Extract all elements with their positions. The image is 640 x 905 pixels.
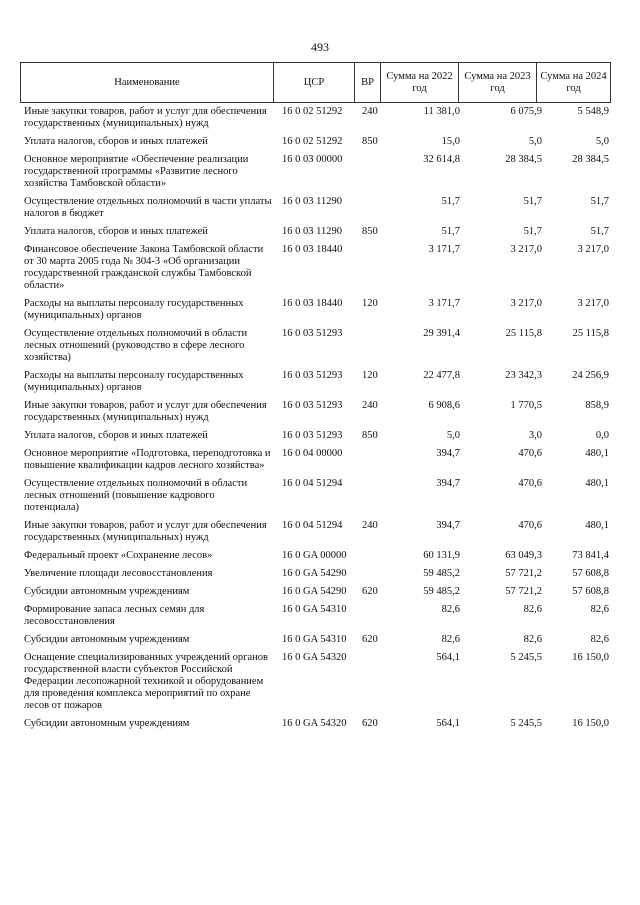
row-csr: 16 0 03 51293 [282,328,343,339]
row-sum-2022: 22 477,8 [423,370,460,381]
row-sum-2024: 51,7 [590,226,609,237]
row-sum-2022: 15,0 [441,136,460,147]
row-csr: 16 0 03 51293 [282,430,343,441]
table-row [20,520,620,544]
row-csr: 16 0 03 00000 [282,154,343,165]
row-sum-2023: 25 115,8 [505,328,542,339]
row-sum-2023: 3,0 [528,430,542,441]
header-vr: ВР [354,63,380,102]
row-sum-2023: 82,6 [523,604,542,615]
row-sum-2023: 470,6 [518,448,542,459]
table-row [20,244,620,292]
row-vr: 240 [362,106,378,117]
row-vr: 620 [362,586,378,597]
table-row [20,328,620,364]
row-sum-2024: 5,0 [595,136,609,147]
row-csr: 16 0 04 51294 [282,520,343,531]
row-sum-2024: 5 548,9 [577,106,609,117]
row-vr: 120 [362,298,378,309]
row-vr: 620 [362,718,378,729]
row-csr: 16 0 03 51293 [282,370,343,381]
row-sum-2022: 82,6 [441,634,460,645]
row-sum-2022: 59 485,2 [423,586,460,597]
row-name: Иные закупки товаров, работ и услуг для обеспечения государственных (муниципальных) нужд [24,106,267,129]
row-csr: 16 0 GA 54320 [282,718,347,729]
row-name: Субсидии автономным учреждениям [24,586,190,597]
row-name: Оснащение специализированных учреждений органов государственной власти субъектов Российской Федерации лесопожарной техникой и оборудованием для проведения комплекса мероприятий по охране лесов от пожаров [24,652,268,711]
table-row [20,226,620,238]
row-csr: 16 0 04 51294 [282,478,343,489]
row-name: Субсидии автономным учреждениям [24,718,190,729]
row-csr: 16 0 GA 00000 [282,550,347,561]
row-name: Осуществление отдельных полномочий в области лесных отношений (повышение кадрового потенциала) [24,478,248,513]
row-sum-2023: 82,6 [523,634,542,645]
row-sum-2022: 29 391,4 [423,328,460,339]
row-name: Уплата налогов, сборов и иных платежей [24,226,208,237]
row-sum-2024: 57 608,8 [572,586,609,597]
row-name: Иные закупки товаров, работ и услуг для обеспечения государственных (муниципальных) нужд [24,400,267,423]
row-sum-2022: 11 381,0 [423,106,460,117]
table-row [20,604,620,628]
row-sum-2022: 394,7 [436,448,460,459]
table-row [20,448,620,472]
row-sum-2024: 3 217,0 [577,298,609,309]
row-sum-2023: 1 770,5 [510,400,542,411]
row-vr: 240 [362,400,378,411]
table-row [20,298,620,322]
header-sum-2024: Сумма на 2024 год [536,63,611,102]
row-sum-2022: 6 908,6 [428,400,460,411]
row-sum-2024: 25 115,8 [572,328,609,339]
row-sum-2023: 28 384,5 [505,154,542,165]
row-sum-2022: 3 171,7 [428,244,460,255]
row-csr: 16 0 04 00000 [282,448,343,459]
row-name: Уплата налогов, сборов и иных платежей [24,136,208,147]
row-sum-2024: 16 150,0 [572,652,609,663]
row-sum-2023: 5 245,5 [510,718,542,729]
row-csr: 16 0 03 51293 [282,400,343,411]
row-sum-2023: 470,6 [518,520,542,531]
row-sum-2023: 5,0 [528,136,542,147]
row-sum-2024: 480,1 [585,478,609,489]
table-row [20,550,620,562]
row-sum-2023: 57 721,2 [505,586,542,597]
row-sum-2024: 82,6 [590,634,609,645]
row-csr: 16 0 03 11290 [282,226,342,237]
row-sum-2023: 6 075,9 [510,106,542,117]
row-name: Основное мероприятие «Обеспечение реализации государственной программы «Развитие лесного хозяйства Тамбовской области» [24,154,249,189]
row-csr: 16 0 03 11290 [282,196,342,207]
row-sum-2024: 0,0 [595,430,609,441]
row-sum-2024: 480,1 [585,520,609,531]
row-name: Уплата налогов, сборов и иных платежей [24,430,208,441]
row-name: Финансовое обеспечение Закона Тамбовской области от 30 марта 2005 года № 304-З «Об организации государственной гражданской службы Тамбовской области» [24,244,264,291]
row-sum-2024: 24 256,9 [572,370,609,381]
table-row [20,586,620,598]
row-sum-2024: 858,9 [585,400,609,411]
row-sum-2022: 51,7 [441,226,460,237]
table-row [20,136,620,148]
row-sum-2024: 73 841,4 [572,550,609,561]
row-name: Формирование запаса лесных семян для лесовосстановления [24,604,205,627]
table-header [20,62,611,103]
table-row [20,718,620,730]
row-name: Иные закупки товаров, работ и услуг для обеспечения государственных (муниципальных) нужд [24,520,267,543]
row-sum-2023: 63 049,3 [505,550,542,561]
row-sum-2022: 82,6 [441,604,460,615]
row-name: Расходы на выплаты персоналу государственных (муниципальных) органов [24,370,244,393]
table-body [20,106,620,736]
row-sum-2022: 51,7 [441,196,460,207]
row-csr: 16 0 GA 54290 [282,568,347,579]
row-sum-2022: 394,7 [436,520,460,531]
row-vr: 120 [362,370,378,381]
row-name: Субсидии автономным учреждениям [24,634,190,645]
row-sum-2023: 57 721,2 [505,568,542,579]
page-number: 493 [311,40,329,54]
header-csr: ЦСР [273,63,354,102]
table-row [20,370,620,394]
row-csr: 16 0 02 51292 [282,106,343,117]
row-vr: 850 [362,226,378,237]
table-row [20,106,620,130]
table-row [20,634,620,646]
row-name: Расходы на выплаты персоналу государственных (муниципальных) органов [24,298,244,321]
row-name: Осуществление отдельных полномочий в области лесных отношений (руководство в сфере лесного хозяйства) [24,328,248,363]
row-sum-2023: 51,7 [523,196,542,207]
row-csr: 16 0 03 18440 [282,298,343,309]
row-vr: 620 [362,634,378,645]
header-name: Наименование [20,63,273,102]
table-row [20,652,620,712]
row-sum-2022: 32 614,8 [423,154,460,165]
row-sum-2022: 394,7 [436,478,460,489]
row-sum-2022: 5,0 [446,430,460,441]
row-csr: 16 0 GA 54310 [282,604,347,615]
row-csr: 16 0 02 51292 [282,136,343,147]
table-row [20,430,620,442]
row-sum-2022: 564,1 [436,652,460,663]
row-sum-2023: 5 245,5 [510,652,542,663]
table-row [20,400,620,424]
row-vr: 850 [362,430,378,441]
row-sum-2024: 3 217,0 [577,244,609,255]
row-vr: 240 [362,520,378,531]
table-row [20,568,620,580]
row-name: Федеральный проект «Сохранение лесов» [24,550,213,561]
table-row [20,196,620,220]
row-name: Основное мероприятие «Подготовка, переподготовка и повышение квалификации кадров лесного хозяйства» [24,448,271,471]
row-sum-2023: 470,6 [518,478,542,489]
header-sum-2022: Сумма на 2022 год [380,63,458,102]
row-csr: 16 0 03 18440 [282,244,343,255]
row-sum-2024: 57 608,8 [572,568,609,579]
row-csr: 16 0 GA 54320 [282,652,347,663]
table-row [20,478,620,514]
row-sum-2022: 59 485,2 [423,568,460,579]
row-sum-2024: 82,6 [590,604,609,615]
row-csr: 16 0 GA 54290 [282,586,347,597]
header-sum-2023: Сумма на 2023 год [458,63,536,102]
row-sum-2023: 51,7 [523,226,542,237]
row-name: Осуществление отдельных полномочий в части уплаты налогов в бюджет [24,196,272,219]
row-csr: 16 0 GA 54310 [282,634,347,645]
row-sum-2024: 480,1 [585,448,609,459]
row-vr: 850 [362,136,378,147]
row-sum-2023: 3 217,0 [510,244,542,255]
row-sum-2023: 23 342,3 [505,370,542,381]
row-sum-2022: 60 131,9 [423,550,460,561]
row-sum-2024: 28 384,5 [572,154,609,165]
row-sum-2024: 51,7 [590,196,609,207]
row-sum-2024: 16 150,0 [572,718,609,729]
row-name: Увеличение площади лесовосстановления [24,568,213,579]
row-sum-2022: 3 171,7 [428,298,460,309]
table-row [20,154,620,190]
row-sum-2022: 564,1 [436,718,460,729]
row-sum-2023: 3 217,0 [510,298,542,309]
